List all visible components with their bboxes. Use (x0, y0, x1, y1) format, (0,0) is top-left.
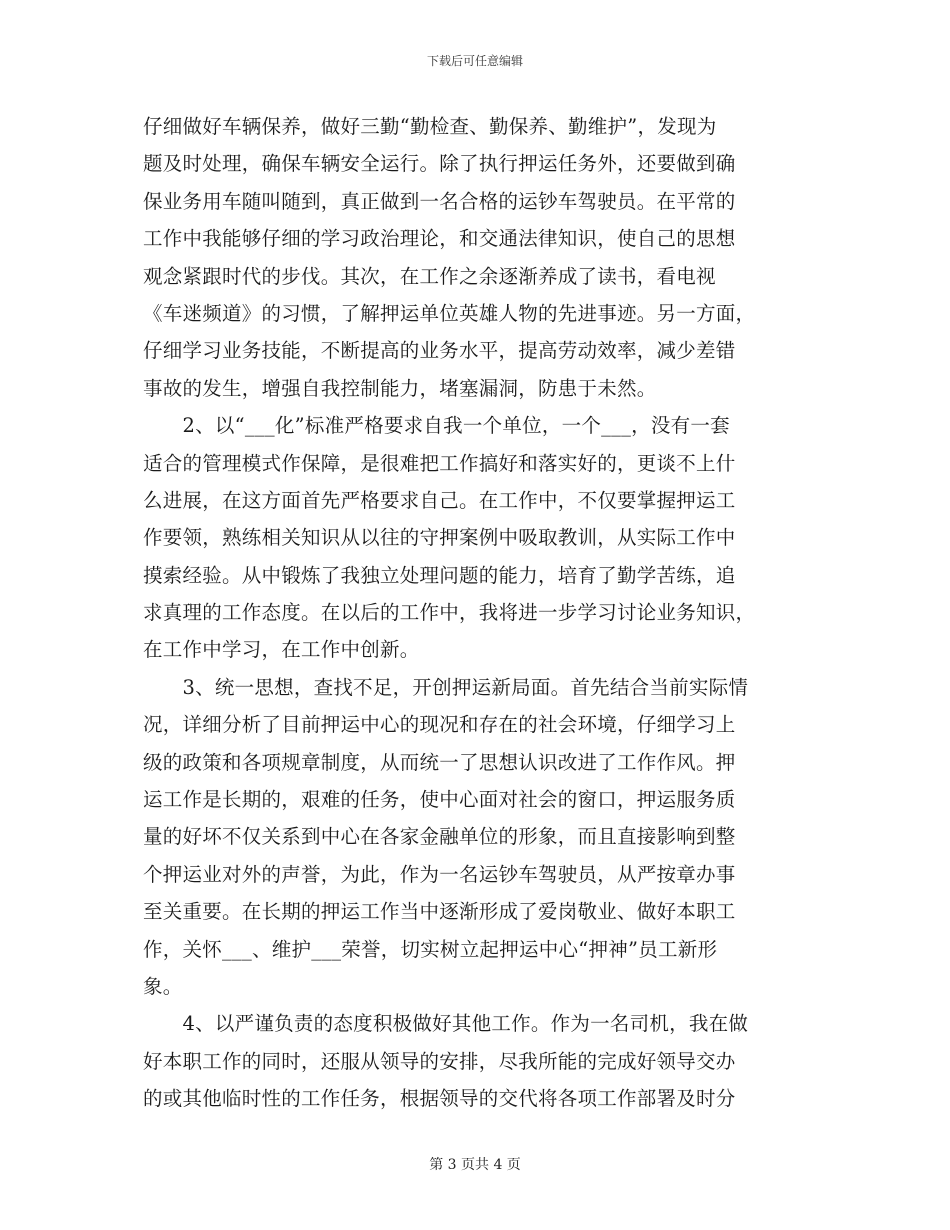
text-line: 级的政策和各项规章制度，从而统一了思想认识改进了工作作风。押 (143, 750, 736, 774)
text-line: 么进展，在这方面首先严格要求自己。在工作中，不仅要掌握押运工 (143, 488, 736, 512)
text-line: 的或其他临时性的工作任务，根据领导的交代将各项工作部署及时分 (143, 1087, 736, 1111)
text-line: 仔细做好车辆保养，做好三勤“勤检查、勤保养、勤维护”，发现为 (143, 115, 717, 138)
text-line: 摸索经验。从中锻炼了我独立处理问题的能力，培育了勤学苦练，追 (143, 563, 736, 587)
text-line: 工作中我能够仔细的学习政治理论，和交通法律知识，使自己的思想 (143, 227, 736, 251)
text-line: 观念紧跟时代的步伐。其次，在工作之余逐渐养成了读书，看电视 (143, 264, 716, 288)
text-line: 《车迷频道》的习惯，了解押运单位英雄人物的先进事迹。另一方面， (143, 301, 756, 325)
text-line: 好本职工作的同时，还服从领导的安排，尽我所能的完成好领导交办 (143, 1049, 736, 1073)
text-line: 象。 (143, 974, 183, 998)
text-line: 3、统一思想，查找不足，开创押运新局面。首先结合当前实际情 (143, 675, 749, 699)
page-header-note: 下载后可任意编辑 (426, 54, 523, 68)
text-line: 量的好坏不仅关系到中心在各家金融单位的形象，而且直接影响到整 (143, 825, 736, 849)
text-line: 2、以“___化”标准严格要求自我一个单位，一个___，没有一套 (143, 414, 730, 438)
text-line: 题及时处理，确保车辆安全运行。除了执行押运任务外，还要做到确 (143, 152, 736, 176)
text-line: 事故的发生，增强自我控制能力，堵塞漏洞，防患于未然。 (143, 376, 657, 400)
text-line: 运工作是长期的，艰难的任务，使中心面对社会的窗口，押运服务质 (143, 788, 736, 812)
page-number-footer: 第 3 页共 4 页 (429, 1157, 521, 1173)
text-line: 至关重要。在长期的押运工作当中逐渐形成了爱岗敬业、做好本职工 (143, 900, 736, 924)
text-line: 况，详细分析了目前押运中心的现况和存在的社会环境，仔细学习上 (143, 713, 736, 737)
text-line: 4、以严谨负责的态度积极做好其他工作。作为一名司机，我在做 (143, 1012, 749, 1036)
text-line: 作要领，熟练相关知识从以往的守押案例中吸取教训，从实际工作中 (143, 526, 736, 550)
text-line: 求真理的工作态度。在以后的工作中，我将进一步学习讨论业务知识， (143, 601, 756, 625)
text-line: 适合的管理模式作保障，是很难把工作搞好和落实好的，更谈不上什 (143, 451, 736, 475)
text-line: 在工作中学习，在工作中创新。 (143, 638, 420, 662)
text-line: 个押运业对外的声誉，为此，作为一名运钞车驾驶员，从严按章办事 (143, 862, 736, 886)
text-line: 仔细学习业务技能，不断提高的业务水平，提高劳动效率，减少差错 (143, 339, 736, 363)
text-line: 保业务用车随叫随到，真正做到一名合格的运钞车驾驶员。在平常的 (143, 189, 736, 213)
text-line: 作，关怀___、维护___荣誉，切实树立起押运中心“押神”员工新形 (143, 937, 718, 961)
document-body (143, 108, 808, 1118)
